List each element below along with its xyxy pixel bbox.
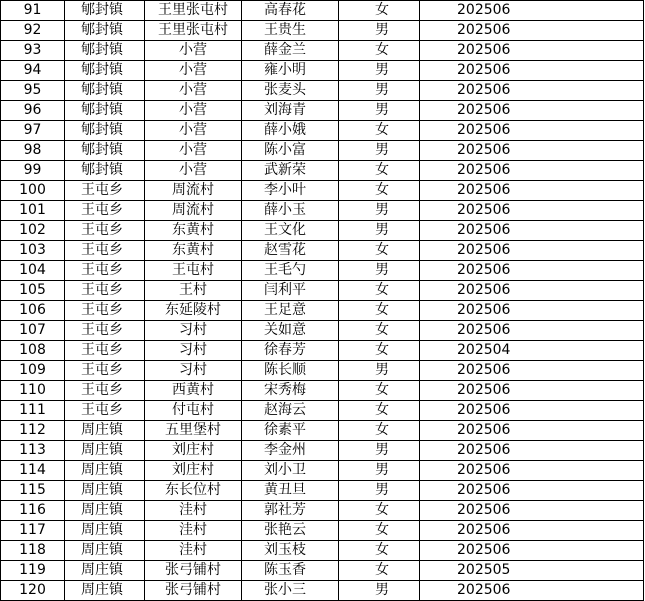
gender-cell[interactable]: 女 (339, 421, 420, 441)
village-cell[interactable]: 张弓铺村 (145, 561, 242, 581)
serial-number-cell[interactable]: 119 (1, 561, 65, 581)
village-cell[interactable]: 王屯村 (145, 261, 242, 281)
gender-cell[interactable]: 女 (339, 401, 420, 421)
person-name-cell[interactable]: 张小三 (242, 581, 339, 601)
town-cell[interactable]: 王屯乡 (65, 281, 145, 301)
gender-cell[interactable]: 女 (339, 541, 420, 561)
town-cell[interactable]: 周庄镇 (65, 481, 145, 501)
table-row (1, 201, 644, 221)
date-cell[interactable]: 202506 (420, 321, 644, 341)
person-name-cell[interactable]: 王足意 (242, 301, 339, 321)
serial-number-cell[interactable]: 97 (1, 121, 65, 141)
table-row (1, 81, 644, 101)
gender-cell[interactable]: 女 (339, 41, 420, 61)
serial-number-cell[interactable]: 109 (1, 361, 65, 381)
date-cell[interactable]: 202506 (420, 281, 644, 301)
village-cell[interactable]: 东黄村 (145, 221, 242, 241)
village-cell[interactable]: 西黄村 (145, 381, 242, 401)
village-cell[interactable]: 小营 (145, 81, 242, 101)
date-cell[interactable]: 202506 (420, 61, 644, 81)
date-cell[interactable]: 202506 (420, 161, 644, 181)
town-cell[interactable]: 郇封镇 (65, 81, 145, 101)
date-cell[interactable]: 202506 (420, 361, 644, 381)
serial-number-cell[interactable]: 92 (1, 21, 65, 41)
serial-number-cell[interactable]: 110 (1, 381, 65, 401)
table-row (1, 481, 644, 501)
serial-number-cell[interactable]: 98 (1, 141, 65, 161)
gender-cell[interactable]: 男 (339, 581, 420, 601)
village-cell[interactable]: 王村 (145, 281, 242, 301)
table-row (1, 401, 644, 421)
town-cell[interactable]: 郇封镇 (65, 161, 145, 181)
person-name-cell[interactable]: 薛小玉 (242, 201, 339, 221)
village-cell[interactable]: 五里堡村 (145, 421, 242, 441)
date-cell[interactable]: 202506 (420, 301, 644, 321)
gender-cell[interactable]: 女 (339, 321, 420, 341)
gender-cell[interactable]: 女 (339, 521, 420, 541)
person-name-cell[interactable]: 闫利平 (242, 281, 339, 301)
person-name-cell[interactable]: 高春花 (242, 1, 339, 21)
gender-cell[interactable]: 女 (339, 161, 420, 181)
person-name-cell[interactable]: 王毛勺 (242, 261, 339, 281)
table-row (1, 461, 644, 481)
town-cell[interactable]: 王屯乡 (65, 361, 145, 381)
table-row (1, 161, 644, 181)
serial-number-cell[interactable]: 100 (1, 181, 65, 201)
date-cell[interactable]: 202505 (420, 561, 644, 581)
date-cell[interactable]: 202506 (420, 81, 644, 101)
serial-number-cell[interactable]: 116 (1, 501, 65, 521)
table-row (1, 581, 644, 601)
person-name-cell[interactable]: 刘小卫 (242, 461, 339, 481)
table-row (1, 341, 644, 361)
person-name-cell[interactable]: 薛小娥 (242, 121, 339, 141)
town-cell[interactable]: 周庄镇 (65, 581, 145, 601)
date-cell[interactable]: 202506 (420, 121, 644, 141)
date-cell[interactable]: 202506 (420, 101, 644, 121)
village-cell[interactable]: 小营 (145, 141, 242, 161)
date-cell[interactable]: 202506 (420, 461, 644, 481)
table-row (1, 181, 644, 201)
town-cell[interactable]: 王屯乡 (65, 181, 145, 201)
serial-number-cell[interactable]: 114 (1, 461, 65, 481)
date-cell[interactable]: 202506 (420, 401, 644, 421)
date-cell[interactable]: 202506 (420, 41, 644, 61)
serial-number-cell[interactable]: 91 (1, 1, 65, 21)
date-cell[interactable]: 202506 (420, 241, 644, 261)
town-cell[interactable]: 郇封镇 (65, 21, 145, 41)
village-cell[interactable]: 刘庄村 (145, 441, 242, 461)
village-cell[interactable]: 周流村 (145, 181, 242, 201)
table-row (1, 541, 644, 561)
person-name-cell[interactable]: 徐春芳 (242, 341, 339, 361)
person-name-cell[interactable]: 武新荣 (242, 161, 339, 181)
table-row (1, 1, 644, 21)
gender-cell[interactable]: 女 (339, 301, 420, 321)
date-cell[interactable]: 202506 (420, 381, 644, 401)
table-row (1, 41, 644, 61)
person-name-cell[interactable]: 徐素平 (242, 421, 339, 441)
person-name-cell[interactable]: 刘海青 (242, 101, 339, 121)
village-cell[interactable]: 习村 (145, 321, 242, 341)
gender-cell[interactable]: 女 (339, 1, 420, 21)
town-cell[interactable]: 郇封镇 (65, 1, 145, 21)
town-cell[interactable]: 王屯乡 (65, 221, 145, 241)
date-cell[interactable]: 202506 (420, 261, 644, 281)
person-name-cell[interactable]: 郭社芳 (242, 501, 339, 521)
table-row (1, 61, 644, 81)
town-cell[interactable]: 郇封镇 (65, 41, 145, 61)
village-cell[interactable]: 小营 (145, 101, 242, 121)
town-cell[interactable]: 周庄镇 (65, 441, 145, 461)
town-cell[interactable]: 郇封镇 (65, 61, 145, 81)
table-row (1, 521, 644, 541)
serial-number-cell[interactable]: 95 (1, 81, 65, 101)
town-cell[interactable]: 王屯乡 (65, 401, 145, 421)
town-cell[interactable]: 王屯乡 (65, 261, 145, 281)
town-cell[interactable]: 郇封镇 (65, 101, 145, 121)
village-cell[interactable]: 小营 (145, 41, 242, 61)
serial-number-cell[interactable]: 93 (1, 41, 65, 61)
person-name-cell[interactable]: 李小叶 (242, 181, 339, 201)
village-cell[interactable]: 刘庄村 (145, 461, 242, 481)
person-name-cell[interactable]: 王文化 (242, 221, 339, 241)
person-name-cell[interactable]: 李金州 (242, 441, 339, 461)
village-cell[interactable]: 王里张屯村 (145, 21, 242, 41)
village-cell[interactable]: 习村 (145, 361, 242, 381)
person-name-cell[interactable]: 雍小明 (242, 61, 339, 81)
town-cell[interactable]: 周庄镇 (65, 421, 145, 441)
date-cell[interactable]: 202506 (420, 21, 644, 41)
table-row (1, 261, 644, 281)
table-row (1, 221, 644, 241)
date-cell[interactable]: 202506 (420, 221, 644, 241)
village-cell[interactable]: 周流村 (145, 201, 242, 221)
person-name-cell[interactable]: 陈小富 (242, 141, 339, 161)
table-row (1, 301, 644, 321)
person-name-cell[interactable]: 薛金兰 (242, 41, 339, 61)
person-name-cell[interactable]: 张艳云 (242, 521, 339, 541)
serial-number-cell[interactable]: 112 (1, 421, 65, 441)
serial-number-cell[interactable]: 94 (1, 61, 65, 81)
gender-cell[interactable]: 女 (339, 181, 420, 201)
town-cell[interactable]: 周庄镇 (65, 521, 145, 541)
serial-number-cell[interactable]: 103 (1, 241, 65, 261)
date-cell[interactable]: 202506 (420, 521, 644, 541)
town-cell[interactable]: 郇封镇 (65, 141, 145, 161)
serial-number-cell[interactable]: 120 (1, 581, 65, 601)
person-name-cell[interactable]: 王贵生 (242, 21, 339, 41)
date-cell[interactable]: 202506 (420, 421, 644, 441)
serial-number-cell[interactable]: 102 (1, 221, 65, 241)
town-cell[interactable]: 王屯乡 (65, 321, 145, 341)
date-cell[interactable]: 202506 (420, 501, 644, 521)
serial-number-cell[interactable]: 96 (1, 101, 65, 121)
table-body (1, 1, 644, 601)
village-cell[interactable]: 洼村 (145, 501, 242, 521)
gender-cell[interactable]: 男 (339, 201, 420, 221)
serial-number-cell[interactable]: 105 (1, 281, 65, 301)
table-row (1, 101, 644, 121)
gender-cell[interactable]: 女 (339, 501, 420, 521)
date-cell[interactable]: 202504 (420, 341, 644, 361)
serial-number-cell[interactable]: 118 (1, 541, 65, 561)
date-cell[interactable]: 202506 (420, 141, 644, 161)
gender-cell[interactable]: 女 (339, 381, 420, 401)
date-cell[interactable]: 202506 (420, 181, 644, 201)
person-name-cell[interactable]: 陈玉香 (242, 561, 339, 581)
person-name-cell[interactable]: 关如意 (242, 321, 339, 341)
serial-number-cell[interactable]: 113 (1, 441, 65, 461)
town-cell[interactable]: 郇封镇 (65, 121, 145, 141)
town-cell[interactable]: 周庄镇 (65, 461, 145, 481)
gender-cell[interactable]: 男 (339, 221, 420, 241)
gender-cell[interactable]: 女 (339, 121, 420, 141)
person-name-cell[interactable]: 黄丑旦 (242, 481, 339, 501)
date-cell[interactable]: 202506 (420, 1, 644, 21)
table-row (1, 501, 644, 521)
village-cell[interactable]: 洼村 (145, 541, 242, 561)
serial-number-cell[interactable]: 101 (1, 201, 65, 221)
table-row (1, 561, 644, 581)
town-cell[interactable]: 周庄镇 (65, 501, 145, 521)
date-cell[interactable]: 202506 (420, 201, 644, 221)
village-cell[interactable]: 付屯村 (145, 401, 242, 421)
person-name-cell[interactable]: 刘玉枝 (242, 541, 339, 561)
village-cell[interactable]: 小营 (145, 161, 242, 181)
town-cell[interactable]: 周庄镇 (65, 541, 145, 561)
gender-cell[interactable]: 男 (339, 261, 420, 281)
village-cell[interactable]: 洼村 (145, 521, 242, 541)
gender-cell[interactable]: 男 (339, 141, 420, 161)
gender-cell[interactable]: 男 (339, 61, 420, 81)
date-cell[interactable]: 202506 (420, 481, 644, 501)
town-cell[interactable]: 王屯乡 (65, 241, 145, 261)
village-cell[interactable]: 小营 (145, 61, 242, 81)
gender-cell[interactable]: 女 (339, 281, 420, 301)
table-row (1, 121, 644, 141)
town-cell[interactable]: 王屯乡 (65, 301, 145, 321)
town-cell[interactable]: 王屯乡 (65, 201, 145, 221)
serial-number-cell[interactable]: 99 (1, 161, 65, 181)
gender-cell[interactable]: 女 (339, 241, 420, 261)
serial-number-cell[interactable]: 108 (1, 341, 65, 361)
person-name-cell[interactable]: 陈长顺 (242, 361, 339, 381)
gender-cell[interactable]: 女 (339, 561, 420, 581)
person-name-cell[interactable]: 张麦头 (242, 81, 339, 101)
serial-number-cell[interactable]: 106 (1, 301, 65, 321)
table-row (1, 21, 644, 41)
table-row (1, 421, 644, 441)
gender-cell[interactable]: 男 (339, 81, 420, 101)
village-cell[interactable]: 东延陵村 (145, 301, 242, 321)
date-cell[interactable]: 202506 (420, 441, 644, 461)
person-name-cell[interactable]: 宋秀梅 (242, 381, 339, 401)
town-cell[interactable]: 周庄镇 (65, 561, 145, 581)
gender-cell[interactable]: 男 (339, 21, 420, 41)
table-row (1, 141, 644, 161)
town-cell[interactable]: 王屯乡 (65, 341, 145, 361)
town-cell[interactable]: 王屯乡 (65, 381, 145, 401)
table-row (1, 361, 644, 381)
date-cell[interactable]: 202506 (420, 581, 644, 601)
village-cell[interactable]: 小营 (145, 121, 242, 141)
serial-number-cell[interactable]: 111 (1, 401, 65, 421)
village-cell[interactable]: 张弓铺村 (145, 581, 242, 601)
serial-number-cell[interactable]: 104 (1, 261, 65, 281)
table-row (1, 441, 644, 461)
gender-cell[interactable]: 男 (339, 441, 420, 461)
person-name-cell[interactable]: 赵雪花 (242, 241, 339, 261)
village-cell[interactable]: 东长位村 (145, 481, 242, 501)
serial-number-cell[interactable]: 107 (1, 321, 65, 341)
village-cell[interactable]: 东黄村 (145, 241, 242, 261)
person-name-cell[interactable]: 赵海云 (242, 401, 339, 421)
table-row (1, 321, 644, 341)
gender-cell[interactable]: 男 (339, 101, 420, 121)
table-row (1, 381, 644, 401)
table-row (1, 281, 644, 301)
table-row (1, 241, 644, 261)
village-cell[interactable]: 王里张屯村 (145, 1, 242, 21)
gender-cell[interactable]: 男 (339, 361, 420, 381)
gender-cell[interactable]: 男 (339, 461, 420, 481)
gender-cell[interactable]: 女 (339, 341, 420, 361)
village-cell[interactable]: 习村 (145, 341, 242, 361)
date-cell[interactable]: 202506 (420, 541, 644, 561)
serial-number-cell[interactable]: 117 (1, 521, 65, 541)
serial-number-cell[interactable]: 115 (1, 481, 65, 501)
gender-cell[interactable]: 男 (339, 481, 420, 501)
